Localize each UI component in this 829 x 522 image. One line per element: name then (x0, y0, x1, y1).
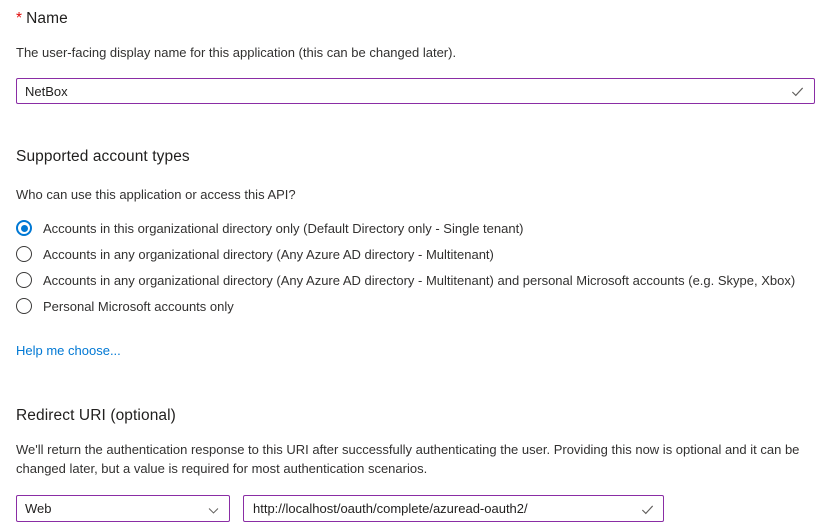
name-description: The user-facing display name for this application (this can be changed later). (16, 45, 457, 60)
name-section-title (16, 10, 815, 28)
account-type-option-personal-only[interactable] (16, 293, 815, 319)
radio-icon[interactable] (16, 272, 32, 288)
help-me-choose-link[interactable]: Help me choose... (16, 343, 121, 358)
redirect-uri-section (16, 407, 815, 522)
radio-icon[interactable] (16, 246, 32, 262)
redirect-uri-input[interactable] (243, 495, 664, 522)
account-types-question: Who can use this application or access this API? (16, 187, 296, 202)
account-type-option-multitenant[interactable] (16, 241, 815, 267)
account-type-label: Accounts in this organizational directory only (Default Directory only - Single tenant) (43, 220, 524, 236)
name-section (16, 10, 815, 104)
radio-icon[interactable] (16, 220, 32, 236)
account-type-option-multitenant-personal[interactable] (16, 267, 815, 293)
redirect-uri-input-wrap (243, 495, 664, 522)
account-type-radio-group (16, 215, 815, 319)
platform-select[interactable] (16, 495, 230, 522)
account-types-title: Supported account types (16, 148, 190, 165)
account-type-label: Personal Microsoft accounts only (43, 298, 234, 314)
platform-select-value: Web (25, 501, 52, 516)
redirect-uri-title: Redirect URI (optional) (16, 407, 176, 424)
name-input[interactable] (16, 78, 815, 104)
account-type-label: Accounts in any organizational directory (Any Azure AD directory - Multitenant) and personal Microsoft accounts (e.g. Skype, Xbox) (43, 272, 796, 288)
name-title-text: Name (26, 10, 68, 27)
radio-icon[interactable] (16, 298, 32, 314)
account-types-section (16, 148, 815, 360)
chevron-down-icon (207, 504, 220, 520)
account-type-label: Accounts in any organizational directory (Any Azure AD directory - Multitenant) (43, 246, 494, 262)
name-input-wrap (16, 78, 815, 104)
redirect-uri-description: We'll return the authentication response to this URI after successfully authenticating the user. Providing this now is optional and it can be changed later, but a value is required for most authentication scenarios. (16, 442, 800, 476)
account-type-option-single-tenant[interactable] (16, 215, 815, 241)
redirect-uri-controls (16, 495, 815, 522)
required-asterisk: * (16, 10, 23, 27)
